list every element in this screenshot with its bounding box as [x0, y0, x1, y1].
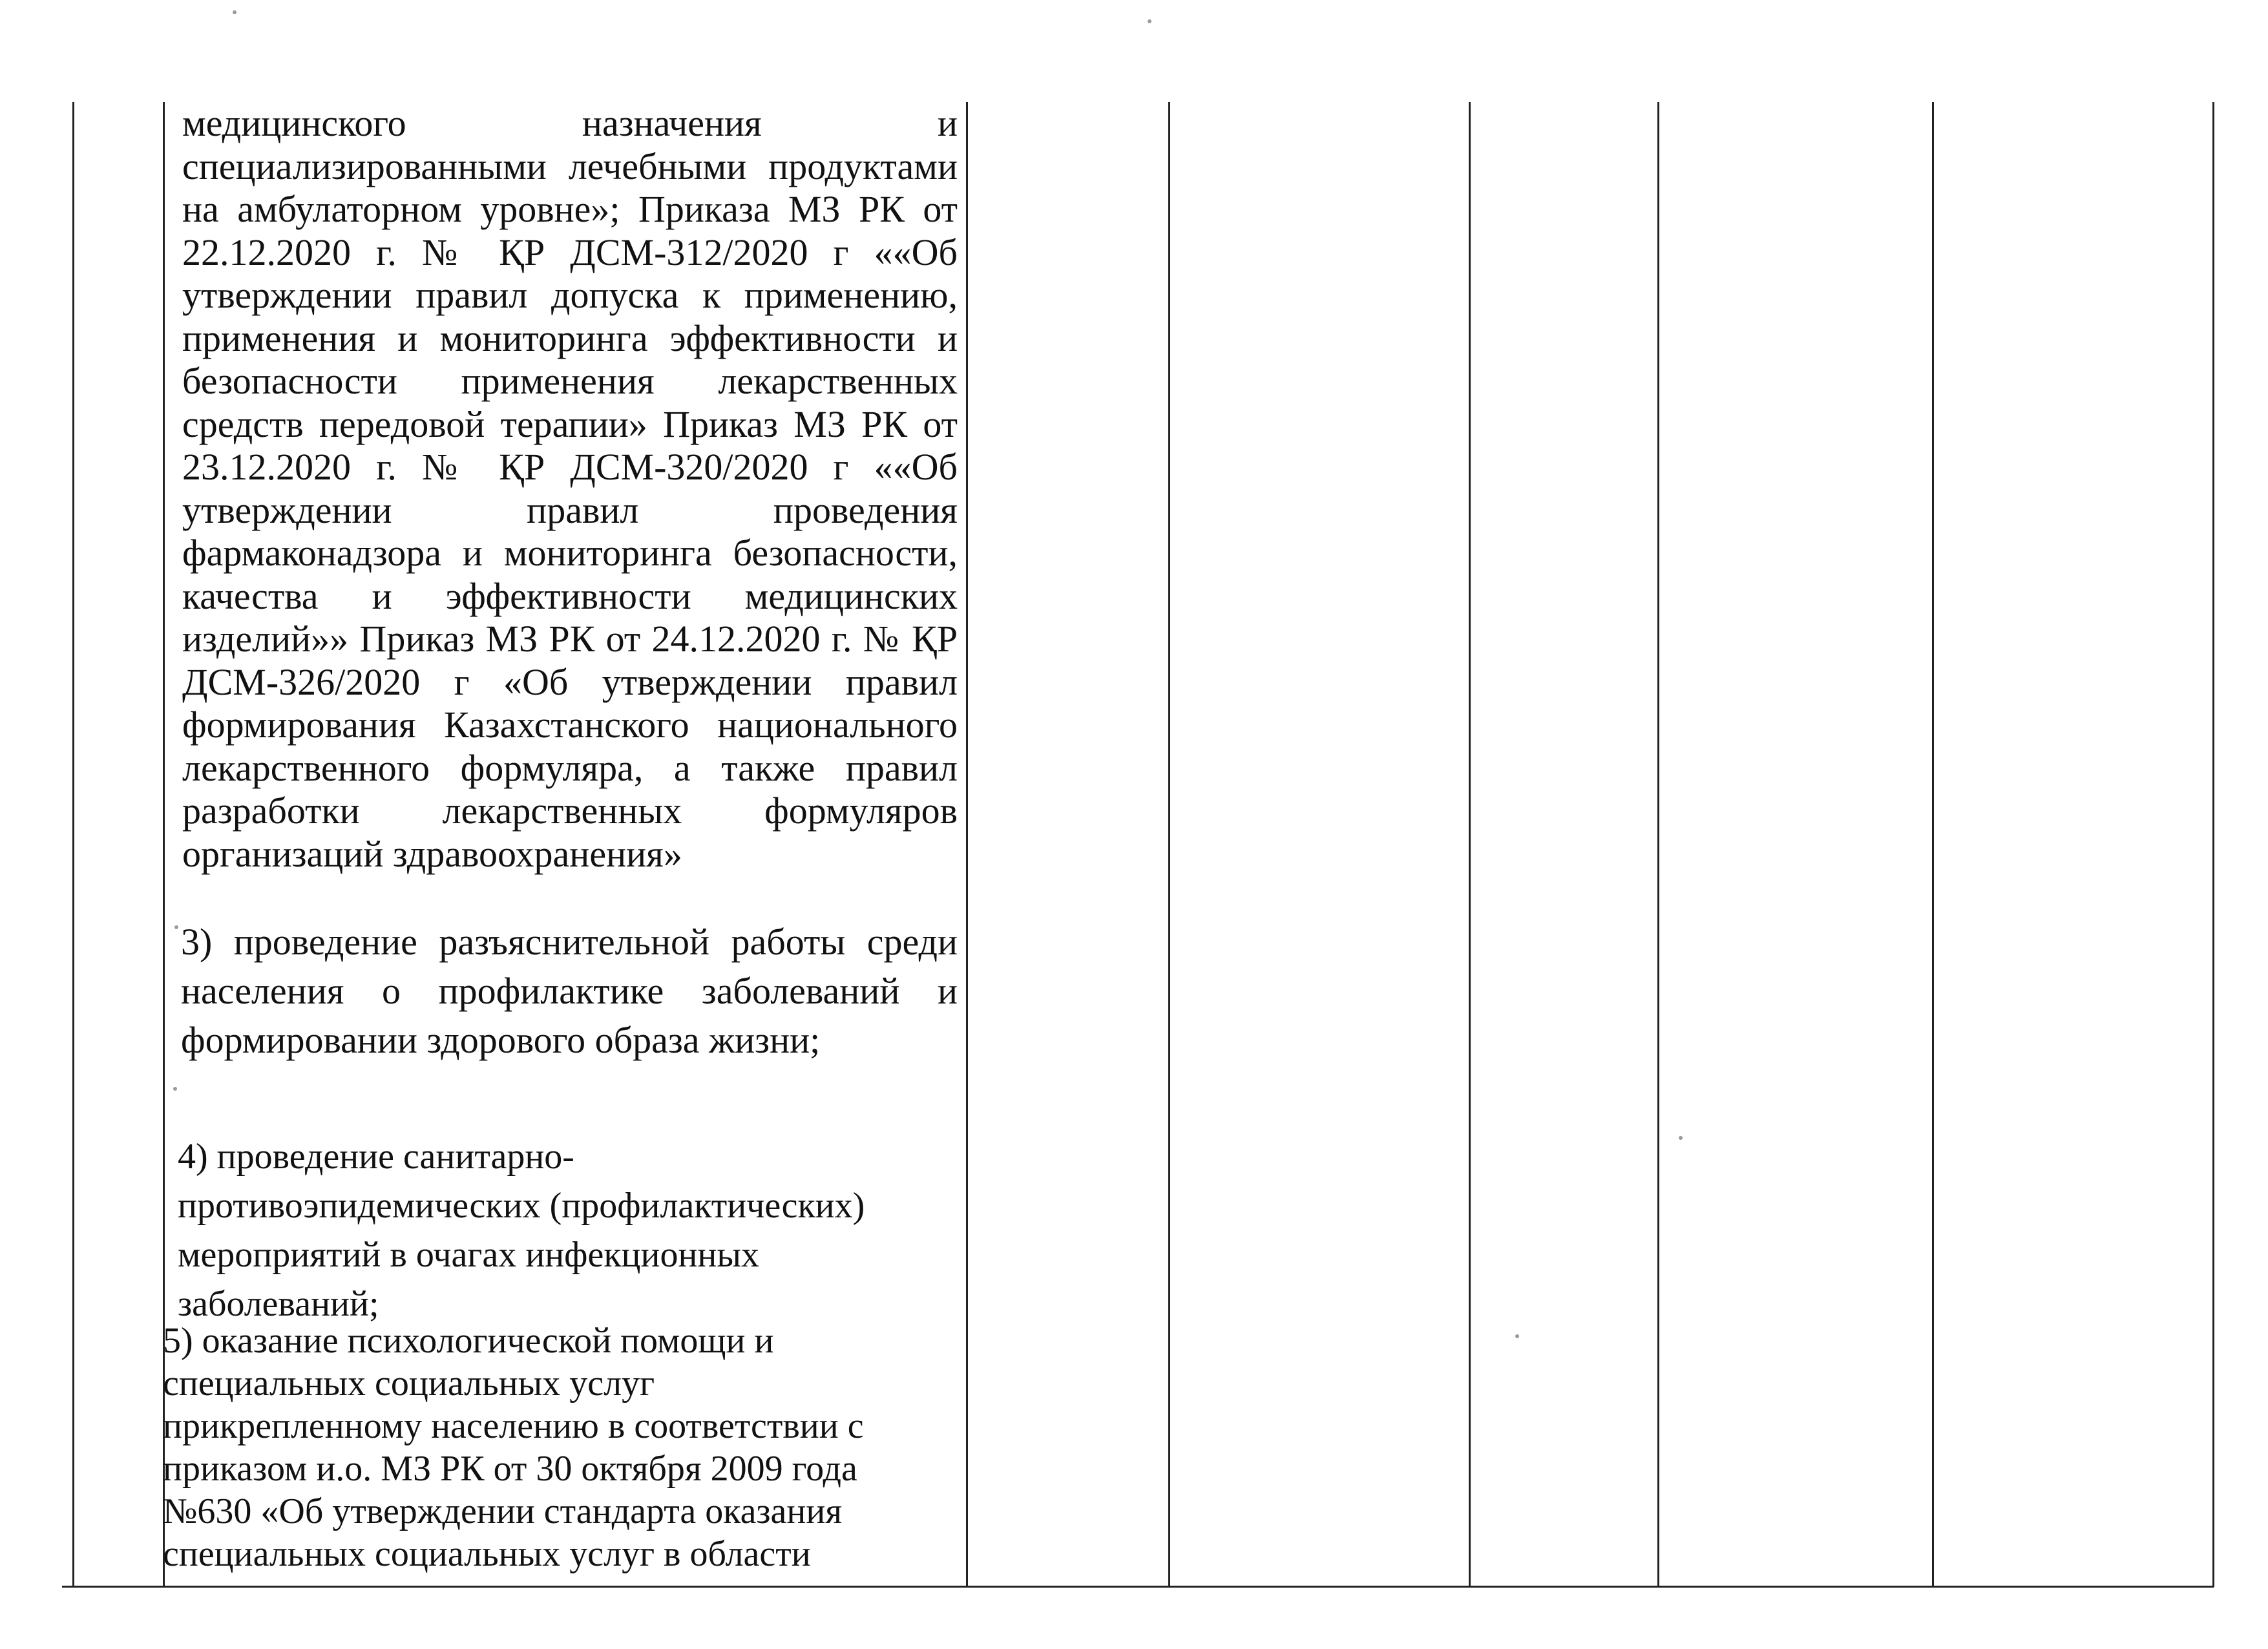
list-item-3: 3) проведение разъяснительной работы среди населения о профилактике заболеваний и формировании здорового образа жизни;	[181, 921, 958, 1061]
list-item-5	[163, 1319, 958, 1575]
scan-speck	[1515, 1334, 1519, 1338]
list-item-4-line: мероприятий в очагах инфекционных	[178, 1235, 760, 1275]
list-item-5-line: специальных социальных услуг в области	[163, 1534, 811, 1574]
table-border-left	[72, 102, 74, 1587]
table-divider-4	[1469, 102, 1471, 1587]
table-border-right	[2212, 102, 2214, 1587]
scan-speck	[173, 1087, 177, 1091]
paragraph-continuation: медицинского назначения и специализированными лечебными продуктами на амбулаторном уровне»; Приказа МЗ РК от 22.12.2020 г. № ҚР ДСМ-312/2020 г ««Об утверждении правил допуска к применению, применения и мониторинга эффективности и безопасности применения лекарственных средств передовой терапии» Приказ МЗ РК от 23.12.2020 г. № ҚР ДСМ-320/2020 г ««Об утверждении правил проведения фармаконадзора и мониторинга безопасности, качества и эффективности медицинских изделий»» Приказ МЗ РК от 24.12.2020 г. № ҚР ДСМ-326/2020 г «Об утверждении правил формирования Казахстанского национального лекарственного формуляра, а также правил разработки лекарственных формуляров организаций здравоохранения»	[182, 102, 958, 875]
table-divider-3	[1168, 102, 1170, 1587]
table-divider-5	[1657, 102, 1659, 1587]
list-item-4-line: противоэпидемических (профилактических)	[178, 1186, 865, 1226]
table-divider-2	[966, 102, 968, 1587]
list-item-5-line: №630 «Об утверждении стандарта оказания	[163, 1491, 843, 1531]
table-divider-6	[1932, 102, 1934, 1587]
scan-speck	[1148, 19, 1151, 23]
list-item-4-line: 4) проведение санитарно-	[178, 1137, 574, 1177]
table-bottom-border	[62, 1586, 2214, 1588]
list-item-4-line: заболеваний;	[178, 1284, 379, 1324]
list-item-5-line: специальных социальных услуг	[163, 1363, 655, 1403]
scan-speck	[1679, 1136, 1683, 1140]
list-item-4	[178, 1132, 940, 1329]
list-item-5-line: 5) оказание психологической помощи и	[163, 1321, 774, 1361]
list-item-5-line: прикрепленному населению в соответствии с	[163, 1406, 864, 1446]
scan-speck	[233, 10, 236, 14]
list-item-5-line: приказом и.о. МЗ РК от 30 октября 2009 года	[163, 1449, 857, 1489]
scan-speck	[174, 925, 178, 929]
